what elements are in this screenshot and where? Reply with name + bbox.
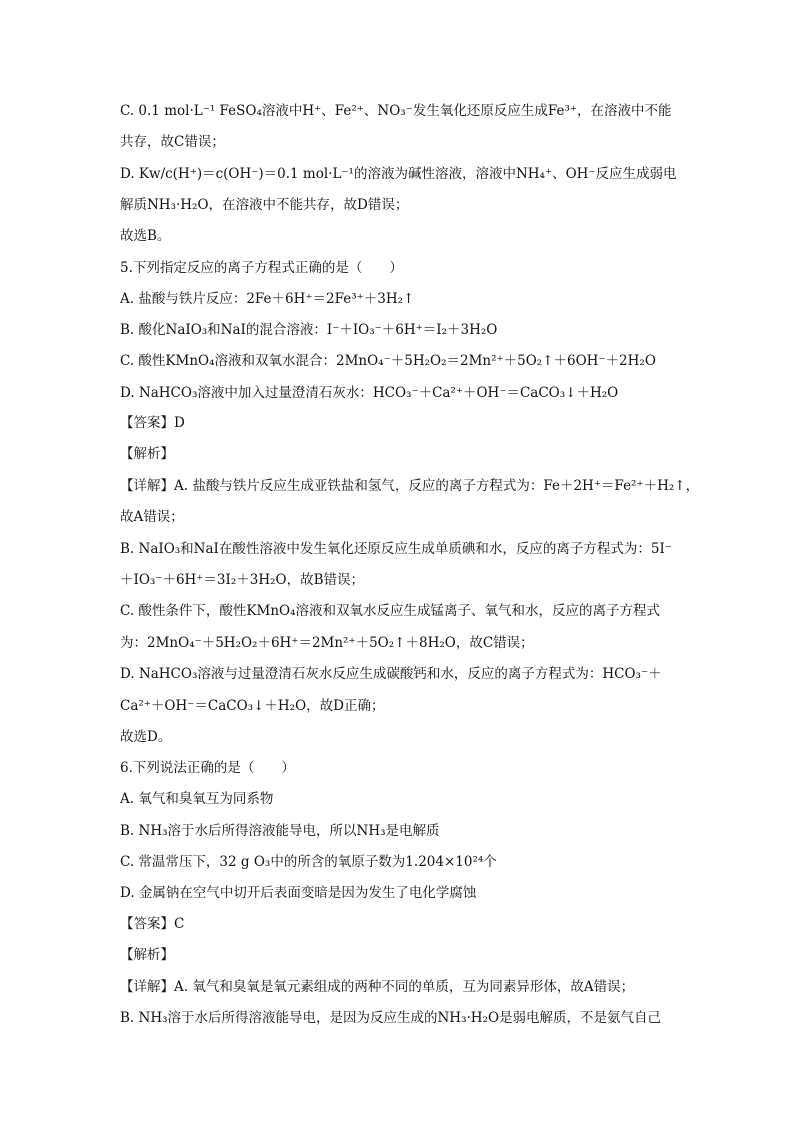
text-line: ＋IO₃⁻＋6H⁺＝3I₂＋3H₂O，故B错误； xyxy=(120,572,365,588)
question-title: 6.下列说法正确的是（ ） xyxy=(120,760,295,776)
answer-label: 【答案】C xyxy=(120,916,185,932)
text-line: 故选B。 xyxy=(120,228,171,244)
detail-line: 【详解】A. 盐酸与铁片反应生成亚铁盐和氢气，反应的离子方程式为：Fe＋2H⁺＝Fe²⁺＋H₂↑， xyxy=(120,478,700,494)
option-b: B. NH₃溶于水后所得溶液能导电，所以NH₃是电解质 xyxy=(120,823,440,839)
text-line: C. 酸性条件下，酸性KMnO₄溶液和双氧水反应生成锰离子、氧气和水，反应的离子方程式 xyxy=(120,603,661,619)
question-title: 5.下列指定反应的离子方程式正确的是（ ） xyxy=(120,260,403,276)
option-c: C. 酸性KMnO₄溶液和双氧水混合：2MnO₄⁻＋5H₂O₂＝2Mn²⁺＋5O₂↑＋6OH⁻＋2H₂O xyxy=(120,353,656,369)
text-line: 故A错误； xyxy=(120,509,184,525)
option-b: B. 酸化NaIO₃和NaI的混合溶液：I⁻＋IO₃⁻＋6H⁺＝I₂＋3H₂O xyxy=(120,322,498,338)
text-line: B. NH₃溶于水后所得溶液能导电，是因为反应生成的NH₃·H₂O是弱电解质，不是氨气自己 xyxy=(120,1010,662,1026)
option-a: A. 盐酸与铁片反应：2Fe＋6H⁺＝2Fe³⁺＋3H₂↑ xyxy=(120,291,415,307)
text-line: 解质NH₃·H₂O，在溶液中不能共存，故D错误； xyxy=(120,197,409,213)
detail-line: 【详解】A. 氧气和臭氧是氧元素组成的两种不同的单质，互为同素异形体，故A错误； xyxy=(120,979,635,995)
answer-label: 【答案】D xyxy=(120,415,185,431)
text-line: 为：2MnO₄⁻＋5H₂O₂＋6H⁺＝2Mn²⁺＋5O₂↑＋8H₂O，故C错误； xyxy=(120,635,534,651)
text-line: D. Kw/c(H⁺)＝c(OH⁻)＝0.1 mol·L⁻¹的溶液为碱性溶液，溶液中NH₄⁺、OH⁻反应生成弱电 xyxy=(120,166,677,182)
analysis-label: 【解析】 xyxy=(120,947,174,963)
text-line: Ca²⁺＋OH⁻＝CaCO₃↓＋H₂O，故D正确； xyxy=(120,698,385,714)
text-line: 故选D。 xyxy=(120,729,172,745)
analysis-label: 【解析】 xyxy=(120,446,174,462)
text-line: B. NaIO₃和NaI在酸性溶液中发生氧化还原反应生成单质碘和水，反应的离子方程式为：5I⁻ xyxy=(120,541,672,557)
option-a: A. 氧气和臭氧互为同系物 xyxy=(120,791,274,807)
text-line: D. NaHCO₃溶液与过量澄清石灰水反应生成碳酸钙和水，反应的离子方程式为：HCO₃⁻＋ xyxy=(120,666,662,682)
option-d: D. NaHCO₃溶液中加入过量澄清石灰水：HCO₃⁻＋Ca²⁺＋OH⁻＝CaCO₃↓＋H₂O xyxy=(120,385,619,401)
text-line: 共存，故C错误； xyxy=(120,134,225,150)
text-line: C. 0.1 mol·L⁻¹ FeSO₄溶液中H⁺、Fe²⁺、NO₃⁻发生氧化还原反应生成Fe³⁺，在溶液中不能 xyxy=(120,103,672,119)
option-d: D. 金属钠在空气中切开后表面变暗是因为发生了电化学腐蚀 xyxy=(120,885,477,901)
option-c: C. 常温常压下，32 g O₃中的所含的氧原子数为1.204×10²⁴个 xyxy=(120,854,497,870)
